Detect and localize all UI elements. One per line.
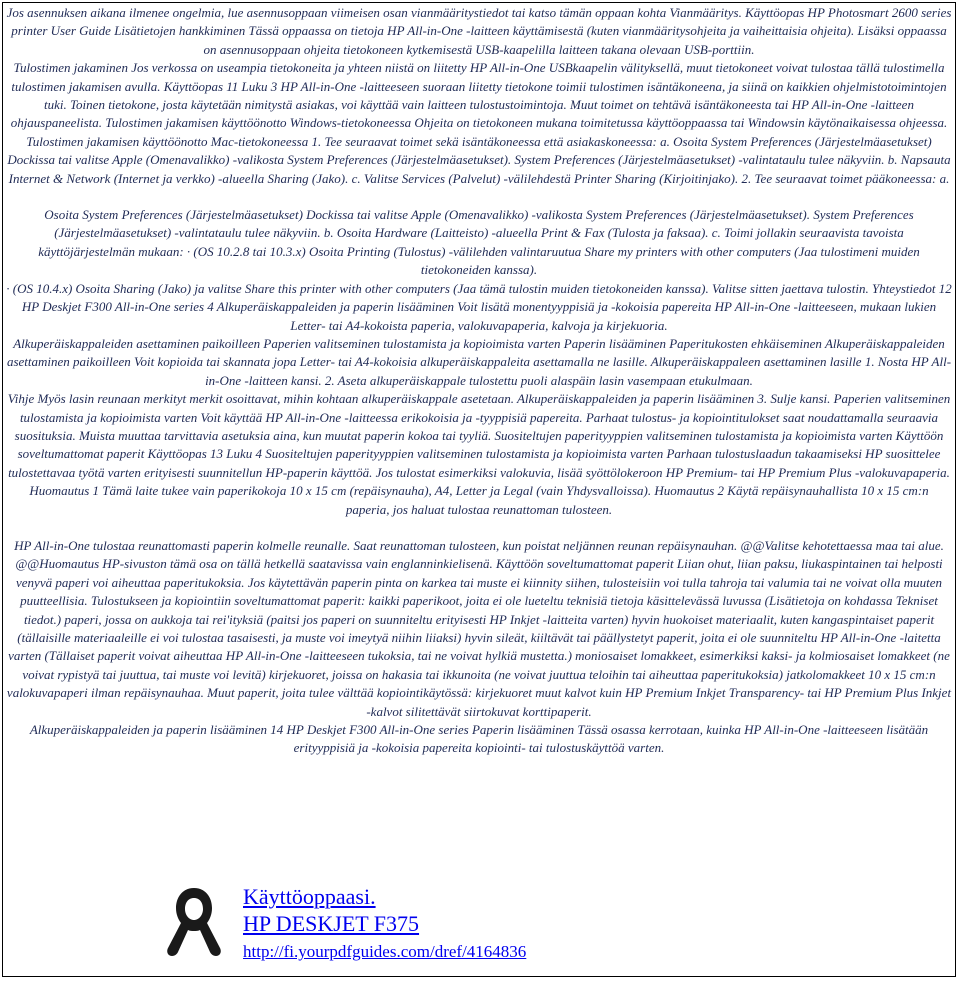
- paragraph-originals: Alkuperäiskappaleiden asettaminen paikoilleen Paperien valitseminen tulostamista ja kopioimista varten Paperin lisääminen Paperitukosten ehkäiseminen Alkuperäiskappaleiden asettaminen paikoilleen Voit kopioida tai skannata jopa Letter- tai A4-kokoisia alkuperäiskappaleita asettamalla ne lasille. Alkuperäiskappaleen asettaminen lasille 1. Nosta HP All-in-One -laitteen kansi. 2. Aseta alkuperäiskappale tulostettu puoli alaspäin lasin vasempaan etukulmaan.: [6, 335, 952, 388]
- document-body: [3, 3, 955, 758]
- product-model-link[interactable]: HP DESKJET F375: [243, 911, 420, 936]
- guide-title-link[interactable]: Käyttöoppaasi.: [243, 884, 376, 909]
- paragraph-system-preferences: Osoita System Preferences (Järjestelmäasetukset) Dockissa tai valitse Apple (Omenavalikko) -valikosta System Preferences (Järjestelmäasetukset). System Preferences (Järjestelmäasetukset) -valintataulu tulee näkyviin. b. Osoita Hardware (Laitteisto) -alueella Print & Fax (Tulosta ja faksaa). c. Toimi jollakin seuraavista tavoista käyttöjärjestelmän mukaan: · (OS 10.2.8 tai 10.3.x) Osoita Printing (Tulostus) -välilehden valintaruutua Share my printers with other computers (Jaa tulostimeni muiden tietokoneiden kanssa).: [38, 207, 920, 278]
- footer-links: [243, 883, 526, 964]
- paragraph-intro: Jos asennuksen aikana ilmenee ongelmia, lue asennusoppaan viimeisen osan vianmääritystiedot tai katso tämän oppaan kohta Vianmääritys. Käyttöopas HP Photosmart 2600 series printer User Guide Lisätietojen hankkiminen Tässä oppaassa on tietoja HP All-in-One -laitteen käyttämisestä (kuten vianmääritysohjeita ja vaiheittaisia ohjeita). Lisäksi oppaassa on asennusoppaan ohjeita tietokoneen kytkemisestä USB-kaapelilla laitteen takana olevaan USB-porttiin.: [6, 5, 952, 57]
- paragraph-loading-paper: Alkuperäiskappaleiden ja paperin lisääminen 14 HP Deskjet F300 All-in-One series Paperin lisääminen Tässä osassa kerrotaan, kuinka HP All-in-One -laitteeseen lisätään erityyppisiä ja -kokoisia papereita kopiointi- tai tulostuskäyttöä varten.: [29, 722, 929, 756]
- paragraph-paper-selection: Vihje Myös lasin reunaan merkityt merkit osoittavat, mihin kohtaan alkuperäiskappale asetetaan. Alkuperäiskappaleiden ja paperin lisääminen 3. Sulje kansi. Paperien valitseminen tulostamista ja kopioimista varten Voit käyttää HP All-in-One -laitteessa erikokoisia ja -tyyppisiä papereita. Parhaat tulostus- ja kopiointitulokset saat noudattamalla seuraavia suosituksia. Muista muuttaa tarvittavia asetuksia aina, kun muutat paperin kokoa tai tyyliä. Suositeltujen paperityyppien valitseminen tulostamista ja kopioimista varten Käyttöön soveltumattomat paperit Käyttöopas 13 Luku 4 Suositeltujen paperityyppien valitseminen tulostamista ja kopioimista varten Parhaan tulostuslaadun takaamiseksi HP suosittelee tulostettavaa työtä varten erityisesti suunnitellun HP-paperin käyttöä. Jos tulostat esimerkiksi valokuvia, lisää syöttölokeroon HP Premium- tai HP Premium Plus -valokuvapaperia. Huomautus 1 Tämä laite tukee vain paperikokoja 10 x 15 cm (repäisynauha), A4, Letter ja Legal (vain Yhdysvalloissa). Huomautus 2 Käytä repäisynauhallista 10 x 15 cm:n paperia, jos haluat tulostaa reunattoman tulosteen.: [7, 391, 951, 517]
- paragraph-printer-sharing: Tulostimen jakaminen Jos verkossa on useampia tietokoneita ja yhteen niistä on liitetty HP All-in-One USBkaapelin välityksellä, muut tietokoneet voivat tulostaa tällä tulostimella tulostimen jakamisen avulla. Käyttöopas 11 Luku 3 HP All-in-One -laitteeseen suoraan liitetty tietokone toimii tulostimen isäntäkoneena, ja siinä on kaikkien ohjelmistotoimintojen tuki. Toinen tietokone, josta käytetään nimitystä asiakas, voi käyttää vain laitteen tulostustoimintoja. Muut toimet on tehtävä isäntäkoneesta tai HP All-in-One -laitteen ohjauspaneelista. Tulostimen jakamisen käyttöönotto Windows-tietokoneessa Ohjeita on tietokoneen mukana toimitetussa käyttöoppaassa tai Windowsin käytönaikaisessa ohjeessa.: [10, 60, 948, 131]
- paragraph-os-10-4: · (OS 10.4.x) Osoita Sharing (Jako) ja valitse Share this printer with other computers (Jaa tämä tulostin muiden tietokoneiden kanssa). Valitse sitten jaettava tulostin. Yhteystiedot 12 HP Deskjet F300 All-in-One series 4 Alkuperäiskappaleiden ja paperin lisääminen Voit lisätä monentyyppisiä ja -kokoisia papereita HP All-in-One -laitteeseen, mukaan lukien Letter- tai A4-kokoista paperia, valokuvapaperia, kalvoja ja kirjekuoria.: [6, 280, 952, 333]
- paragraph-unsuitable-papers: HP All-in-One tulostaa reunattomasti paperin kolmelle reunalle. Saat reunattoman tulosteen, kun poistat neljännen reunan repäisynauhan. @@Valitse kehotettaessa maa tai alue. @@Huomautus HP-sivuston tämä osa on tällä hetkellä saatavissa vain englanninkielisenä. Käyttöön soveltumattomat paperit Liian ohut, liian paksu, liukaspintainen tai helposti venyvä paperi voi aiheuttaa paperitukoksia. Jos käytettävän paperin pinta on karkea tai muste ei kiinnity siihen, tulosteisiin voi tulla tahroja tai valumia tai ne voivat olla muuten puutteellisia. Tulostukseen ja kopiointiin soveltumattomat paperit: kaikki paperikoot, joita ei ole lueteltu teknisiä tietoja käsittelevässä luvussa (Lisätietoja on kohdassa Tekniset tiedot.) paperi, jossa on aukkoja tai rei'ityksiä (paitsi jos paperi on suunniteltu erityisesti HP Inkjet -laitteita varten) hyvin huokoiset materiaalit, kuten kangaspintaiset paperit (tällaisille materiaaleille ei voi tulostaa tasaisesti, ja muste voi imeytyä niihin liiaksi) hyvin sileät, kiiltävät tai päällystetyt paperit, joita ei ole suunniteltu HP All-in-One -laitetta varten (Tällaiset paperit voivat aiheuttaa HP All-in-One -laitteeseen tukoksia, tai ne voivat hylkiä mustetta.) moniosaiset lomakkeet, esimerkiksi kaksi- ja kolmiosaiset lomakkeet (ne voivat rypistyä tai juuttua, tai muste voi levitä) kirjekuoret, joissa on hakasia tai ikkunoita (ne voivat juuttua teloihin tai aiheuttaa paperitukoksia) jatkolomakkeet 10 x 15 cm:n valokuvapaperi ilman repäisynauhaa. Muut paperit, joita tulee välttää kopiointikäytössä: kirjekuoret muut kalvot kuin HP Premium Inkjet Transparency- tai HP Premium Plus Inkjet -kalvot silitettävät siirtokuvat korttipaperit.: [6, 537, 952, 719]
- document-page: [2, 2, 956, 977]
- guide-url-link[interactable]: http://fi.yourpdfguides.com/dref/4164836: [243, 942, 527, 961]
- paragraph-mac-sharing: Tulostimen jakamisen käyttöönotto Mac-tietokoneessa 1. Tee seuraavat toimet sekä isäntäkoneessa että asiakaskoneessa: a. Osoita System Preferences (Järjestelmäasetukset) Dockissa tai valitse Apple (Omenavalikko) -valikosta System Preferences (Järjestelmäasetukset). System Preferences (Järjestelmäasetukset) -valintataulu tulee näkyviin. b. Napsauta Internet & Network (Internet ja verkko) -alueella Sharing (Jako). c. Valitse Services (Palvelut) -välilehdestä Printer Sharing (Kirjoitinjako). 2. Tee seuraavat toimet pääkoneessa: a.: [7, 133, 951, 186]
- pdf-logo-icon: [154, 884, 234, 964]
